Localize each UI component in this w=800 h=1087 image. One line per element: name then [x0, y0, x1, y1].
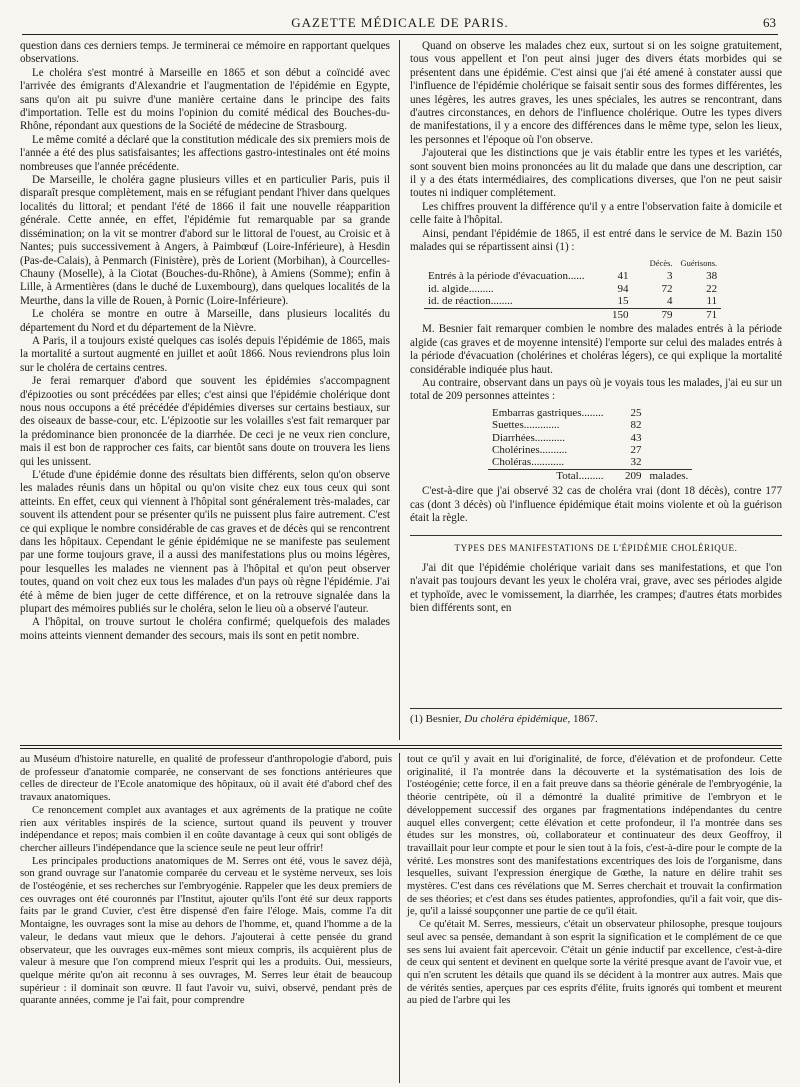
row-value: 43: [630, 431, 642, 444]
column-left-top: [20, 40, 390, 740]
paragraph: A Paris, il a toujours existé quelques cas isolés depuis l'épidémie de 1865, mais la mortalité a surtout augmenté en juillet et août 1866. Nous reviendrons plus loin sur le choléra de certains centres.: [20, 334, 390, 374]
table-row: [424, 283, 721, 296]
row-guerisons: 22: [706, 282, 718, 295]
table-row: [424, 270, 721, 283]
paragraph: Ce renoncement complet aux avantages et aux agréments de la pratique ne coûte rien aux véritables inspirés de la science, surtout quand ils peuvent y trouver indépendance et repos; mais combien il en coûte davantage à ceux qui sont obligés de chercher ailleurs l'indépendance que la science seule ne peut leur offrir!: [20, 804, 392, 854]
row-label: Suettes.............: [492, 419, 560, 432]
table-row: [488, 456, 692, 469]
paragraph: au Muséum d'histoire naturelle, en qualité de professeur d'anthropologie d'abord, puis de professeur d'anatomie comparée, ne conservant de ses fonctions antérieures que celles de directeur de l'Ecole anatomique des hôpitaux, où il avait été d'abord chef des travaux anatomiques.: [20, 754, 392, 804]
column-divider: [399, 753, 400, 1083]
paragraph: J'ai dit que l'épidémie cholérique variait dans ses manifestations, et que l'on n'avait pas toujours devant les yeux le choléra vrai, grave, avec ses périodes algide et typhoïde, avec le vomissement, la diarrhée, les crampes; d'autres états morbides bien différents sont, en: [410, 561, 782, 614]
paragraph: Au contraire, observant dans un pays où je voyais tous les malades, j'ai eu sur un total de 209 personnes atteintes :: [410, 376, 782, 403]
row-label: Choléras............: [492, 456, 565, 469]
row-deces: 4: [667, 295, 673, 308]
header-deces: Décès.: [649, 257, 673, 268]
paragraph: Ainsi, pendant l'épidémie de 1865, il est entré dans le service de M. Bazin 150 malades qui se répartissent ainsi (1) :: [410, 227, 782, 254]
footnote-suffix: 1867.: [573, 713, 598, 725]
footnote-title: Du choléra épidémique,: [464, 713, 571, 725]
paragraph: Les chiffres prouvent la différence qu'il y a entre l'observation faite à domicile et celle faite à l'hôpital.: [410, 200, 782, 227]
paragraph: L'étude d'une épidémie donne des résultats bien différents, selon qu'on observe les malades réunis dans un hôpital ou qu'on visite chez eux tous ceux qui sont atteints. En effet, ceux qui viennent à l'hôpital sont généralement très-malades, car souvent ils attendent pour se présenter qu'ils ne puissent plus faire autrement. C'est ce qui explique le nombre considérable de cas graves et de décès qui se rencontrent dans les hôpitaux. Cependant le génie épidémique ne se manifeste pas seulement par une forme toujours grave, il a aussi des manifestations plus ou moins légères, pour lesquelles les malades ne viennent pas à l'hôpital et qu'on peut observer toutes, quand on voit chez eux tous les malades d'un pays où règne l'épidémie. J'ai été à même de bien juger de cette différence, et on la retrouve signalée dans la plupart des mémoires publiés sur le choléra, selon le lieu où a observé l'auteur.: [20, 469, 390, 616]
paragraph: tout ce qu'il y avait en lui d'originalité, de force, d'élévation et de profondeur. Cette originalité, il l'a montrée dans la découverte et la systématisation des lois de l'ostéogénie; cette force, il en a fait preuve dans sa théorie générale de l'embryogénie, la théorie centripète, où il a démontré la dualité primitive de l'embryon et le développement successif des organes par fragmentations indépendantes du centre auquel elles convergent; cette élévation et cette profondeur, il l'a montrée dans ses études sur les monstres, où, collaborateur et continuateur des deux Geoffroy, il travaillait pour leur compte et pour le sien tout à la fois, c'est-à-dire pour le compte de la vérité. Les monstres sont des manifestations excentriques des lois de l'organisme, dans lesquelles, suivant l'expression énergique de Gœthe, la nature en délire trahit ses mystères. C'est dans ces révélations que M. Serres cherchait et trouvait la confirmation de ses théories; et c'est dans ses études patientes, approfondies, qu'il a fait voir, que dis-je, qu'il a laissé soupçonner une partie de ce qu'il était.: [407, 754, 782, 918]
column-right-bottom: [407, 754, 782, 1084]
row-deces: 72: [661, 282, 673, 295]
paragraph: J'ajouterai que les distinctions que je vais établir entre les types et les variétés, sont souvent bien moins prononcées au lit du malade que dans une description, car il y a des états intermédiaires, des complications diverses, que l'on ne peut saisir toutes ni indiquer complétement.: [410, 147, 782, 200]
total-deces: 79: [633, 308, 677, 321]
section-title: TYPES DES MANIFESTATIONS DE L'ÉPIDÉMIE CHOLÉRIQUE.: [410, 535, 782, 555]
total-total: 150: [589, 308, 633, 321]
journal-title: GAZETTE MÉDICALE DE PARIS.: [291, 15, 509, 30]
table-total-row: [424, 308, 721, 321]
paragraph: C'est-à-dire que j'ai observé 32 cas de choléra vrai (dont 18 décès), contre 177 cas (dont 3 décès) où l'influence épidémique était moins violente et où la guérison était la règle.: [410, 485, 782, 524]
row-total: 94: [617, 282, 629, 295]
paragraph: Ce qu'était M. Serres, messieurs, c'était un observateur philosophe, presque toujours seul avec sa pensée, demandant à son esprit la signification et le complément de ce que ses sens lui avaient fait apercevoir. C'était un génie inductif par excellence, c'est-à-dire de ceux qui sentent et devinent en quelque sorte la vérité presque avant de l'avoir vue, et qui n'en scrutent les détails que quand ils se décident à la montrer aux autres. Mais que de vérités senties, aperçues par ces esprits d'élite, fruits ignorés qui tombent et meurent au pied de l'arbre qui les: [407, 919, 782, 1007]
horizontal-divider: [20, 745, 782, 746]
paragraph: Je ferai remarquer d'abord que souvent les épidémies s'accompagnent d'épizooties ou sont précédées par elles; c'est ainsi que l'épidémie cholérique dont nous nous occupons a été précédée d'épidémies diverses sur certains bestiaux, sur des oiseaux de basse-cour, etc. L'épizootie sur les volailles s'est fait remarquer par la prédominance bien prononcée de la diarrhée. De ceci je ne veux rien conclure, mais il est bon de rapprocher ces faits, car bientôt sans doute on trouvera les liens qui les unissent.: [20, 375, 390, 468]
paragraph: A l'hôpital, on trouve surtout le choléra confirmé; quelquefois des malades moins atteints viennent demander des secours, mais ils sont en petit nombre.: [20, 616, 390, 642]
total-label: Total.........: [488, 469, 608, 482]
row-guerisons: 11: [706, 295, 718, 308]
paragraph: Les principales productions anatomiques de M. Serres ont été, vous le savez déjà, son grand ouvrage sur l'anatomie comparée du cerveau et le système nerveux, ses lois de l'ostéogénie, et ses recherches sur l'embryogénie. Rappeler que les deux premiers de ces ouvrages ont été couronnés par l'Institut, ajouter qu'ils l'ont été sur deux rapports faits par le grand Cuvier, c'est être dispensé d'en faire l'éloge. Mais, comme l'a dit Montaigne, les ouvrages sont la mise au dehors de l'homme, et, quand l'homme a de la valeur, le dedans vaut mieux que le dehors. J'ajouterai à cette pensée du grand observateur, que les ouvrages eux-mêmes sont mieux compris, ils acquièrent plus de valeur à mesure que l'on comprend mieux l'esprit qui les a produits. Oui, messieurs, quelque mérite qu'on ait reconnu à ses ouvrages, M. Serres leur était de beaucoup supérieur : il dominait son œuvre. Il faut l'avoir vu, suivi, observé, pendant près de quarante années, comme je l'ai fait, pour comprendre: [20, 855, 392, 1007]
row-total: 15: [617, 295, 629, 308]
column-divider: [399, 40, 400, 740]
paragraph: M. Besnier fait remarquer combien le nombre des malades entrés à la période algide (cas graves et de moyenne intensité) l'emporte sur celui des malades entrés à la période d'évacuation (cholérines et choléras légers), ce qui explique la mortalité considérable indiquée plus haut.: [410, 323, 782, 376]
table-row: [488, 407, 692, 419]
bazin-stats-table: [424, 257, 721, 322]
total-value: 209: [608, 469, 646, 482]
table-row: [488, 444, 692, 456]
row-value: 82: [630, 419, 642, 432]
row-total: 41: [617, 269, 629, 282]
paragraph: De Marseille, le choléra gagne plusieurs villes et en particulier Paris, puis il disparaît presque complètement, mais en se réfugiant pendant l'hiver dans quelques localités du littoral; et pendant l'été de 1866 il fait une nouvelle réapparition générale. Cette année, en effet, l'épidémie fut remarquable par sa grande dissémination; on la vit se montrer d'abord sur le littoral de l'ouest, au Croisic et à Nantes; puis successivement à Angers, à Paimbœuf (Loire-Inférieure), à Hesdin (Pas-de-Calais), à Penmarch (Finistère), près de Lorient (Morbihan), à Courcelles-Chauny (Moselle), à la Ciotat (Bouches-du-Rhône), à Amiens (Somme); enfin à Lille, à Armentières (dans le duché de Luxembourg), dans quelques localités de la Meurthe, dans la ville de Rouen, à Pornic (Loire-Inférieure).: [20, 174, 390, 307]
footnote-prefix: (1) Besnier,: [410, 713, 462, 725]
row-label: Embarras gastriques........: [492, 406, 604, 419]
maladies-table: [488, 407, 692, 482]
column-left-bottom: [20, 754, 392, 1084]
paragraph: Le choléra s'est montré à Marseille en 1865 et son début a coïncidé avec l'arrivée des émigrants d'Alexandrie et l'augmentation de l'épidémie en Egypte, sans qu'on ait pu suivre d'une manière certaine dans le principe des faits d'importation. Telle est du moins l'opinion du comité médical des Bouches-du-Rhône, répondant aux questions de la Société de médecine de Strasbourg.: [20, 66, 390, 133]
footnote: [410, 708, 782, 726]
column-right-top: [410, 40, 782, 614]
paragraph: Le même comité a déclaré que la constitution médicale des six premiers mois de l'année a été des plus satisfaisantes; les affections gastro-intestinales ont été moins nombreuses que l'année précédente.: [20, 133, 390, 173]
row-label: id. algide.........: [428, 282, 494, 295]
row-guerisons: 38: [706, 269, 718, 282]
table-row: [424, 295, 721, 308]
horizontal-divider: [20, 748, 782, 749]
row-label: Entrés à la période d'évacuation......: [428, 269, 585, 282]
row-value: 25: [630, 406, 642, 419]
total-guerisons: 71: [677, 308, 722, 321]
row-label: id. de réaction........: [428, 295, 513, 308]
page-number: 63: [763, 15, 776, 30]
row-label: Cholérines..........: [492, 443, 568, 456]
paragraph: Quand on observe les malades chez eux, surtout si on les soigne gratuitement, tous vous appellent et l'on peut ainsi juger des divers états morbides qui se présentent dans une épidémie. C'est ainsi que j'ai été amené à constater aussi que l'influence de l'épidémie cholérique se faisait sentir sous des formes différentes, les unes légères, les autres graves, les unes spéciales, les autres se rencontrant, dans d'autres circonstances, en dehors de l'influence cholérique. Outre les types divers de manifestations, il y a encore des différences dans le même type, selon les lieux, les personnes et l'époque où l'on observe.: [410, 40, 782, 146]
table-row: [488, 419, 692, 431]
row-value: 32: [630, 456, 642, 469]
table-row: [488, 432, 692, 444]
row-deces: 3: [667, 269, 673, 282]
row-value: 27: [630, 443, 642, 456]
page-header: [22, 14, 778, 35]
row-label: Diarrhées...........: [492, 431, 566, 444]
paragraph: question dans ces derniers temps. Je terminerai ce mémoire en rapportant quelques observations.: [20, 40, 390, 66]
header-guerisons: Guérisons.: [680, 257, 718, 268]
paragraph: Le choléra se montre en outre à Marseille, dans plusieurs localités du département du Nord et du département de la Nièvre.: [20, 308, 390, 334]
total-unit: malades.: [646, 469, 693, 482]
table-total-row: [488, 469, 692, 482]
